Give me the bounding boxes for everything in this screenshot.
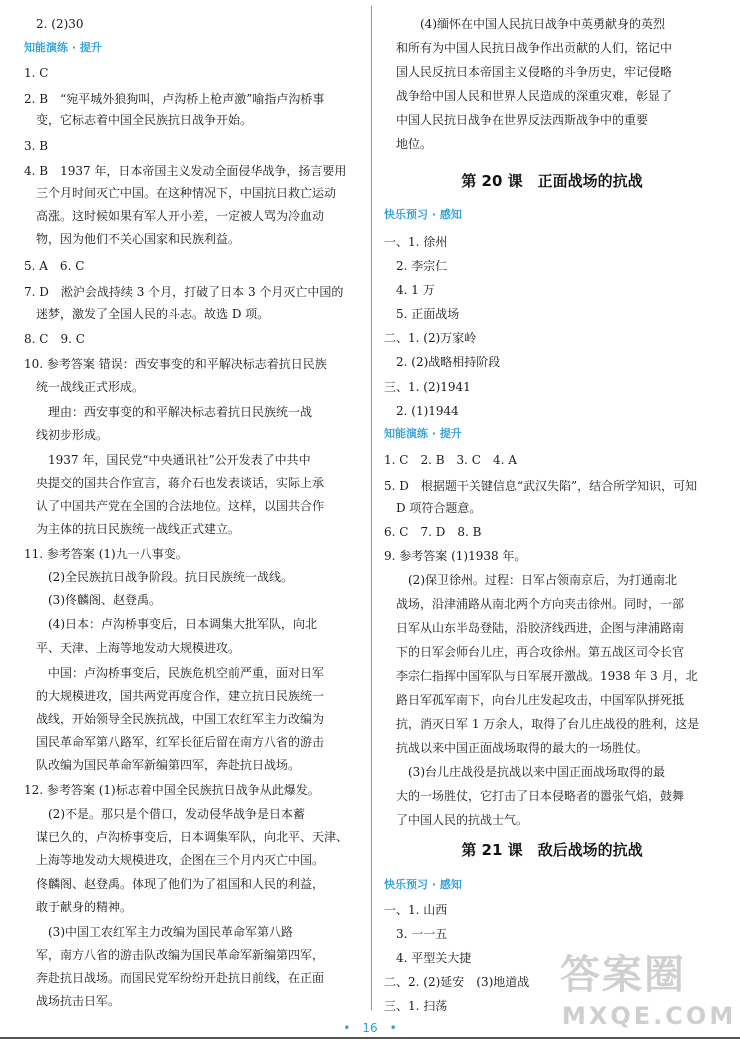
section-heading: 知能演练 · 提升 bbox=[24, 41, 102, 54]
answer-line: 大的一场胜仗，它打击了日本侵略者的嚣张气焰，鼓舞 bbox=[396, 789, 685, 803]
answer-line: 战场，沿津浦路从南北两个方向夹击徐州。同时，一部 bbox=[396, 597, 685, 611]
answer-line: 了中国人民的抗战士气。 bbox=[396, 813, 529, 827]
answer-line: 2. (2)30 bbox=[36, 17, 84, 31]
answer-line: 1937 年，国民党“中央通讯社”公开发表了中共中 bbox=[48, 453, 311, 467]
answer-line: 1. C 2. B 3. C 4. A bbox=[384, 453, 517, 467]
answer-line: 平、天津、上海等地发动大规模进攻。 bbox=[36, 641, 241, 655]
answer-line: 抗战以来中国正面战场取得的最大的一场胜仗。 bbox=[396, 741, 649, 755]
answer-line: 李宗仁指挥中国军队与日军展开激战。1938 年 3 月，北 bbox=[396, 669, 698, 683]
answer-line: 高涨。这时候如果有军人开小差，一定被人骂为冷血动 bbox=[36, 209, 325, 223]
answer-line: 5. A 6. C bbox=[24, 259, 85, 273]
answer-line: 8. C 9. C bbox=[24, 332, 85, 346]
answer-line: 3. 一一五 bbox=[396, 927, 448, 941]
answer-line: 的大规模进攻，国共两党再度合作，建立抗日民族统一 bbox=[36, 689, 325, 703]
answer-line: 下的日军会师台儿庄，再合攻徐州。第五战区司令长官 bbox=[396, 645, 685, 659]
answer-line: (3)台儿庄战役是抗战以来中国正面战场取得的最 bbox=[408, 765, 665, 779]
answer-line: 日军从山东半岛登陆，沿胶济线西进，企图与津浦路南 bbox=[396, 621, 685, 635]
answer-line: 敢于献身的精神。 bbox=[36, 900, 133, 914]
column-divider bbox=[371, 6, 372, 1010]
watermark-title: 答案圈 bbox=[560, 952, 686, 998]
answer-line: 战争给中国人民和世界人民造成的深重灾难，彰显了 bbox=[396, 89, 673, 103]
answer-line: 队改编为国民革命军新编第四军，奔赴抗日战场。 bbox=[36, 758, 301, 772]
answer-line: 3. B bbox=[24, 139, 49, 153]
page-number: • 16 • bbox=[343, 1021, 397, 1035]
lesson-title: 第 20 课 正面战场的抗战 bbox=[461, 172, 643, 190]
answer-line: 9. 参考答案 (1)1938 年。 bbox=[384, 549, 527, 563]
answer-line: 抗，消灭日军 1 万余人，取得了台儿庄战役的胜利，这是 bbox=[396, 717, 700, 731]
answer-line: 三、1. 扫荡 bbox=[384, 999, 448, 1013]
answer-line: 为主体的抗日民族统一战线正式建立。 bbox=[36, 522, 241, 536]
section-heading: 知能演练 · 提升 bbox=[384, 427, 462, 440]
answer-line: 4. 平型关大捷 bbox=[396, 951, 472, 965]
answer-line: 军，南方八省的游击队改编为国民革命军新编第四军， bbox=[36, 948, 325, 962]
section-heading: 快乐预习 · 感知 bbox=[384, 878, 462, 891]
answer-line: 7. D 淞沪会战持续 3 个月，打破了日本 3 个月灭亡中国的 bbox=[24, 285, 344, 299]
answer-line: 5. 正面战场 bbox=[396, 307, 460, 321]
answer-line: 国人民反抗日本帝国主义侵略的斗争历史，牢记侵略 bbox=[396, 65, 673, 79]
answer-line: 迷梦，激发了全国人民的斗志。故选 D 项。 bbox=[36, 307, 270, 321]
answer-line: 路日军孤军南下，向台儿庄发起攻击，中国军队拼死抵 bbox=[396, 693, 685, 707]
answer-line: 2. B “宛平城外狼狗叫，卢沟桥上枪声激”喻指卢沟桥事 bbox=[24, 92, 325, 106]
answer-line: 2. (2)战略相持阶段 bbox=[396, 355, 501, 369]
answer-line: 国民革命军第八路军，红军长征后留在南方八省的游击 bbox=[36, 735, 325, 749]
answer-line: 理由：西安事变的和平解决标志着抗日民族统一战 bbox=[48, 405, 313, 419]
answer-line: (3)中国工农红军主力改编为国民革命军第八路 bbox=[48, 925, 293, 939]
answer-line: (2)全民族抗日战争阶段。抗日民族统一战线。 bbox=[48, 570, 293, 584]
answer-line: 11. 参考答案 (1)九一八事变。 bbox=[24, 547, 188, 561]
answer-line: 战场抗击日军。 bbox=[36, 994, 121, 1008]
lesson-title: 第 21 课 敌后战场的抗战 bbox=[461, 841, 643, 859]
answer-line: 12. 参考答案 (1)标志着中国全民族抗日战争从此爆发。 bbox=[24, 783, 320, 797]
answer-line: 变，它标志着中国全民族抗日战争开始。 bbox=[36, 113, 253, 127]
answer-line: 认了中国共产党在全国的合法地位。这样，以国共合作 bbox=[36, 499, 325, 513]
answer-line: 中国人民抗日战争在世界反法西斯战争中的重要 bbox=[396, 113, 649, 127]
answer-line: 二、2. (2)延安 (3)地道战 bbox=[384, 975, 530, 989]
answer-line: (4)缅怀在中国人民抗日战争中英勇献身的英烈 bbox=[420, 17, 665, 31]
answer-line: 战线，开始领导全民族抗战，中国工农红军主力改编为 bbox=[36, 712, 325, 726]
answer-line: D 项符合题意。 bbox=[396, 501, 482, 515]
answer-line: 一、1. 山西 bbox=[384, 903, 448, 917]
section-heading: 快乐预习 · 感知 bbox=[384, 208, 462, 221]
answer-line: 佟麟阁、赵登禹。体现了他们为了祖国和人民的利益， bbox=[36, 877, 325, 891]
answer-line: 一、1. 徐州 bbox=[384, 235, 448, 249]
answer-line: 2. (1)1944 bbox=[396, 404, 459, 418]
answer-line: 谋已久的，卢沟桥事变后，日本调集军队，向北平、天津、 bbox=[36, 830, 349, 844]
watermark-url: MXQE.COM bbox=[562, 1002, 737, 1030]
answer-line: 中国：卢沟桥事变后，民族危机空前严重，面对日军 bbox=[48, 666, 325, 680]
answer-line: 统一战线正式形成。 bbox=[36, 380, 145, 394]
answer-line: 三、1. (2)1941 bbox=[384, 380, 471, 394]
answer-line: 二、1. (2)万家岭 bbox=[384, 331, 477, 345]
answer-line: 4. 1 万 bbox=[396, 283, 435, 297]
answer-line: 2. 李宗仁 bbox=[396, 259, 448, 273]
answer-line: 央提交的国共合作宣言，蒋介石也发表谈话，实际上承 bbox=[36, 476, 325, 490]
answer-line: 1. C bbox=[24, 66, 49, 80]
answer-line: (4)日本：卢沟桥事变后，日本调集大批军队，向北 bbox=[48, 617, 317, 631]
answer-line: 三个月时间灭亡中国。在这种情况下，中国抗日救亡运动 bbox=[36, 186, 337, 200]
answer-line: 物，因为他们不关心国家和民族利益。 bbox=[36, 232, 241, 246]
answer-line: (3)佟麟阁、赵登禹。 bbox=[48, 593, 161, 607]
answer-line: (2)不是。那只是个借口，发动侵华战争是日本蓄 bbox=[48, 807, 305, 821]
answer-line: 线初步形成。 bbox=[36, 428, 109, 442]
answer-line: 5. D 根据题干关键信息“武汉失陷”，结合所学知识，可知 bbox=[384, 479, 698, 493]
answer-line: 地位。 bbox=[396, 137, 433, 151]
watermark-logo bbox=[560, 948, 737, 1036]
answer-line: 奔赴抗日战场。而国民党军纷纷开赴抗日前线，在正面 bbox=[36, 971, 325, 985]
answer-line: 和所有为中国人民抗日战争作出贡献的人们，铭记中 bbox=[396, 41, 673, 55]
answer-line: 10. 参考答案 错误：西安事变的和平解决标志着抗日民族 bbox=[24, 357, 327, 371]
answer-line: 上海等地发动大规模进攻，企图在三个月内灭亡中国。 bbox=[36, 853, 325, 867]
answer-line: (2)保卫徐州。过程：日军占领南京后，为打通南北 bbox=[408, 573, 677, 587]
bottom-rule bbox=[0, 1037, 740, 1039]
answer-line: 6. C 7. D 8. B bbox=[384, 525, 482, 539]
answer-line: 4. B 1937 年，日本帝国主义发动全面侵华战争，扬言要用 bbox=[24, 164, 347, 178]
